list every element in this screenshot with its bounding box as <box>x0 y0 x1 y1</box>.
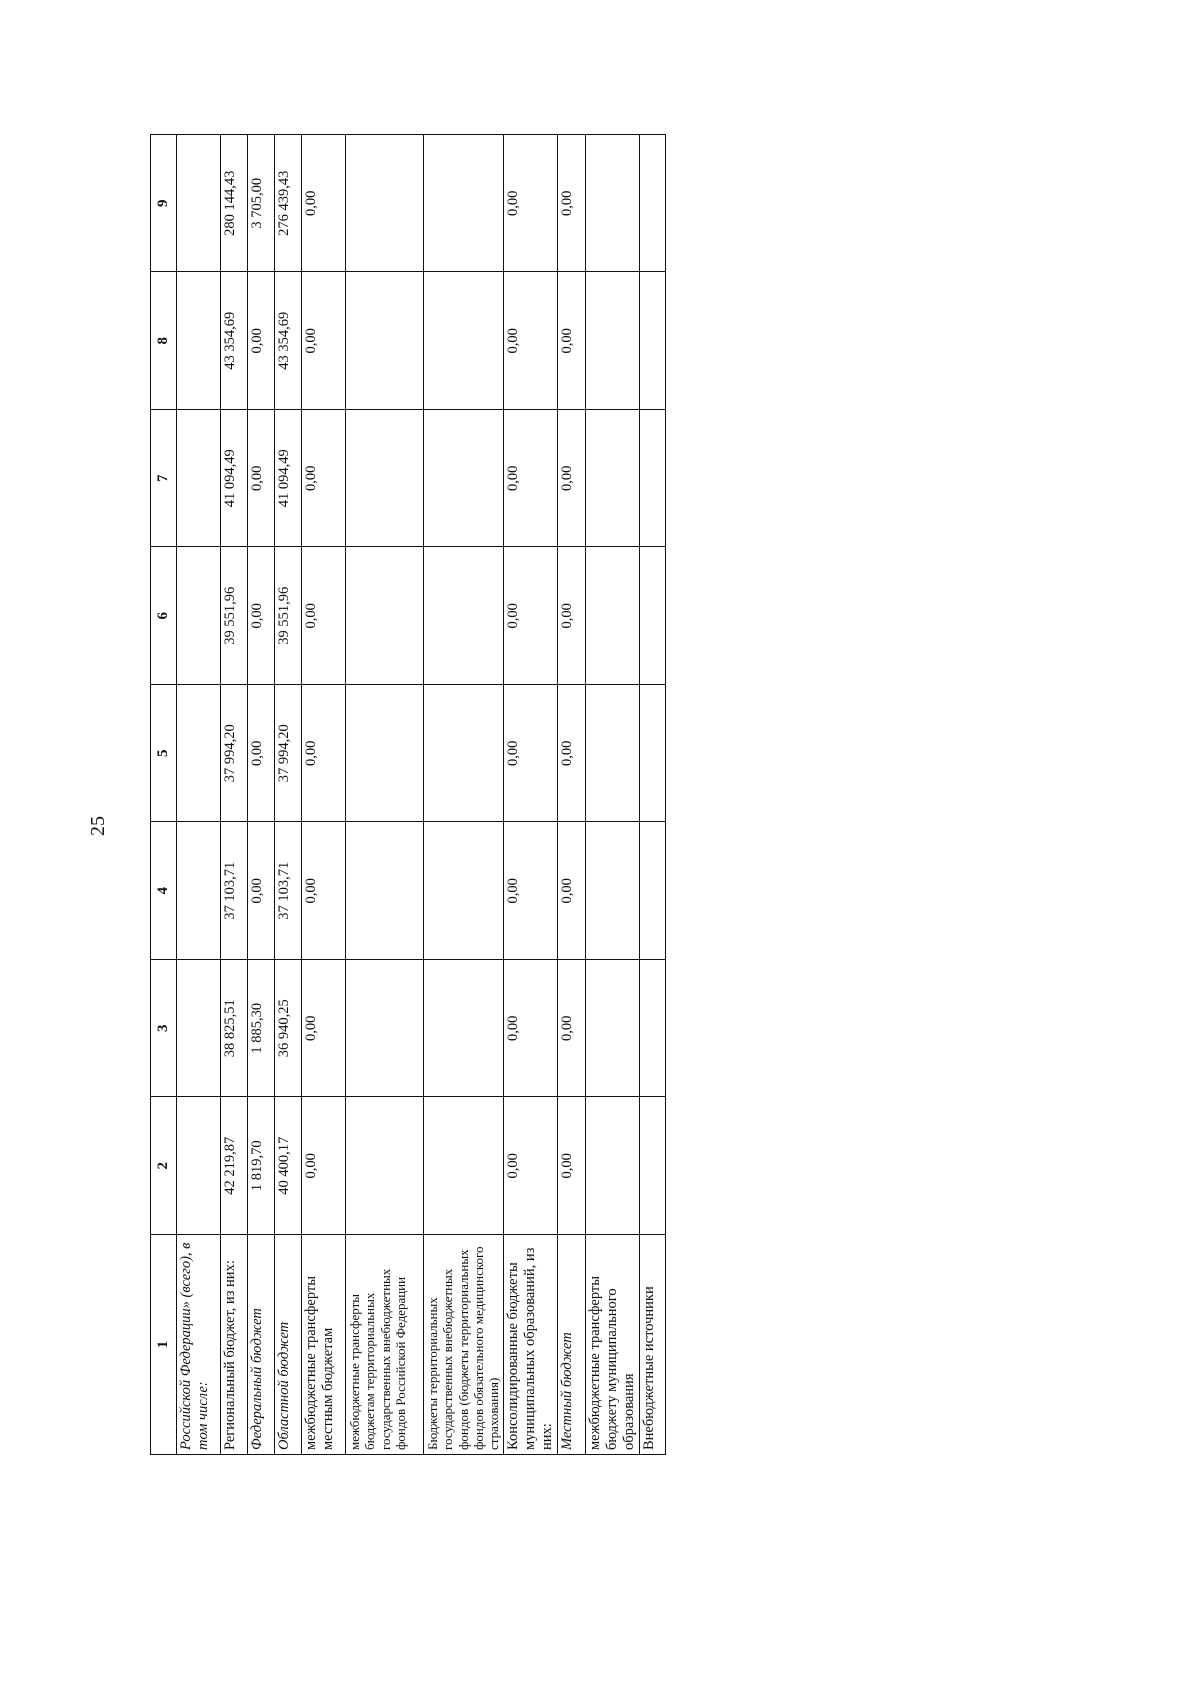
column-header: 5 <box>151 685 177 823</box>
table-cell <box>177 1097 221 1235</box>
table-header-row <box>151 135 177 1455</box>
table-cell <box>640 135 666 273</box>
table-cell <box>585 1097 639 1235</box>
table-cell: 41 094,49 <box>275 410 302 548</box>
table-cell <box>585 822 639 960</box>
table-cell: 0,00 <box>557 822 585 960</box>
table-cell <box>585 960 639 1098</box>
table-cell <box>177 272 221 410</box>
table-cell <box>177 685 221 823</box>
table-row <box>424 135 504 1455</box>
table-cell <box>177 135 221 273</box>
table-cell: 276 439,43 <box>275 135 302 273</box>
table-cell <box>346 272 424 410</box>
table-cell: 0,00 <box>503 135 557 273</box>
table-cell: 43 354,69 <box>275 272 302 410</box>
table-cell: 0,00 <box>302 960 346 1098</box>
table-row <box>221 135 248 1455</box>
budget-table <box>150 134 666 1455</box>
table-cell: 37 103,71 <box>275 822 302 960</box>
table-row <box>302 135 346 1455</box>
table-cell <box>177 547 221 685</box>
table-cell: 43 354,69 <box>221 272 248 410</box>
table-cell: 0,00 <box>503 685 557 823</box>
table-row <box>177 135 221 1455</box>
table-cell: 0,00 <box>302 547 346 685</box>
table-cell: 0,00 <box>503 822 557 960</box>
table-cell <box>640 547 666 685</box>
table-cell: 0,00 <box>557 410 585 548</box>
column-header: 1 <box>151 1235 177 1455</box>
table-cell <box>346 960 424 1098</box>
table-cell: 0,00 <box>503 960 557 1098</box>
table-cell: 0,00 <box>248 822 275 960</box>
table-cell: 3 705,00 <box>248 135 275 273</box>
table-cell <box>585 547 639 685</box>
table-cell <box>424 410 504 548</box>
row-label: Областной бюджет <box>275 1235 302 1455</box>
table-cell: 42 219,87 <box>221 1097 248 1235</box>
table-cell: 0,00 <box>302 685 346 823</box>
table-cell: 39 551,96 <box>221 547 248 685</box>
table-cell <box>346 1097 424 1235</box>
table-row <box>640 135 666 1455</box>
table-cell <box>177 822 221 960</box>
table-cell: 0,00 <box>248 410 275 548</box>
table-cell <box>424 547 504 685</box>
table-cell <box>640 1097 666 1235</box>
column-header: 2 <box>151 1097 177 1235</box>
table-cell: 0,00 <box>557 272 585 410</box>
table-cell: 0,00 <box>557 547 585 685</box>
column-header: 8 <box>151 272 177 410</box>
table-cell: 41 094,49 <box>221 410 248 548</box>
table-cell <box>640 960 666 1098</box>
table-row <box>248 135 275 1455</box>
table-cell: 0,00 <box>503 1097 557 1235</box>
table-cell <box>424 1097 504 1235</box>
row-label: межбюджетные трансферты бюджету муниципального образования <box>585 1235 639 1455</box>
table-cell <box>346 547 424 685</box>
table-cell <box>640 410 666 548</box>
rotated-table-container <box>150 135 662 1455</box>
column-header: 4 <box>151 822 177 960</box>
row-label: межбюджетные трансферты местным бюджетам <box>302 1235 346 1455</box>
table-cell: 280 144,43 <box>221 135 248 273</box>
column-header: 6 <box>151 547 177 685</box>
table-cell: 0,00 <box>557 1097 585 1235</box>
table-cell: 36 940,25 <box>275 960 302 1098</box>
table-cell <box>585 272 639 410</box>
table-cell <box>585 135 639 273</box>
table-cell: 0,00 <box>503 272 557 410</box>
table-cell <box>424 685 504 823</box>
row-label: Внебюджетные источники <box>640 1235 666 1455</box>
table-cell: 1 885,30 <box>248 960 275 1098</box>
row-label: Бюджеты территориальных государственных внебюджетных фондов (бюджеты территориальных фондов обязательного медицинского страхования) <box>424 1235 504 1455</box>
table-cell <box>346 410 424 548</box>
column-header: 3 <box>151 960 177 1098</box>
table-cell: 37 103,71 <box>221 822 248 960</box>
table-cell <box>585 685 639 823</box>
row-label: Федеральный бюджет <box>248 1235 275 1455</box>
table-row <box>346 135 424 1455</box>
column-header: 9 <box>151 135 177 273</box>
row-label: Региональный бюджет, из них: <box>221 1235 248 1455</box>
table-cell <box>424 272 504 410</box>
table-cell <box>640 685 666 823</box>
table-cell: 0,00 <box>302 1097 346 1235</box>
row-label: Консолидированные бюджеты муниципальных образований, из них: <box>503 1235 557 1455</box>
row-label: Российской Федерации» (всего), в том числе: <box>177 1235 221 1455</box>
table-cell: 37 994,20 <box>275 685 302 823</box>
table-cell: 0,00 <box>248 547 275 685</box>
table-cell: 38 825,51 <box>221 960 248 1098</box>
table-cell <box>640 822 666 960</box>
table-row <box>275 135 302 1455</box>
table-cell <box>177 960 221 1098</box>
table-row <box>557 135 585 1455</box>
table-cell: 0,00 <box>302 410 346 548</box>
table-cell: 0,00 <box>557 960 585 1098</box>
table-cell: 37 994,20 <box>221 685 248 823</box>
table-cell: 0,00 <box>302 822 346 960</box>
table-cell: 0,00 <box>302 272 346 410</box>
page-number: 25 <box>87 816 109 836</box>
table-cell: 0,00 <box>248 685 275 823</box>
table-cell: 1 819,70 <box>248 1097 275 1235</box>
table-cell <box>177 410 221 548</box>
row-label: Местный бюджет <box>557 1235 585 1455</box>
table-cell: 0,00 <box>503 410 557 548</box>
row-label: межбюджетные трансферты бюджетам территориальных государственных внебюджетных фондов Российской Федерации <box>346 1235 424 1455</box>
table-cell <box>424 960 504 1098</box>
table-cell <box>346 822 424 960</box>
table-row <box>503 135 557 1455</box>
table-cell <box>585 410 639 548</box>
table-cell: 0,00 <box>557 135 585 273</box>
table-cell: 0,00 <box>503 547 557 685</box>
table-cell: 0,00 <box>557 685 585 823</box>
table-cell <box>346 135 424 273</box>
column-header: 7 <box>151 410 177 548</box>
table-cell: 0,00 <box>248 272 275 410</box>
table-cell <box>424 135 504 273</box>
table-cell <box>640 272 666 410</box>
table-row <box>585 135 639 1455</box>
table-cell: 40 400,17 <box>275 1097 302 1235</box>
table-cell <box>346 685 424 823</box>
table-cell <box>424 822 504 960</box>
table-cell: 39 551,96 <box>275 547 302 685</box>
table-cell: 0,00 <box>302 135 346 273</box>
